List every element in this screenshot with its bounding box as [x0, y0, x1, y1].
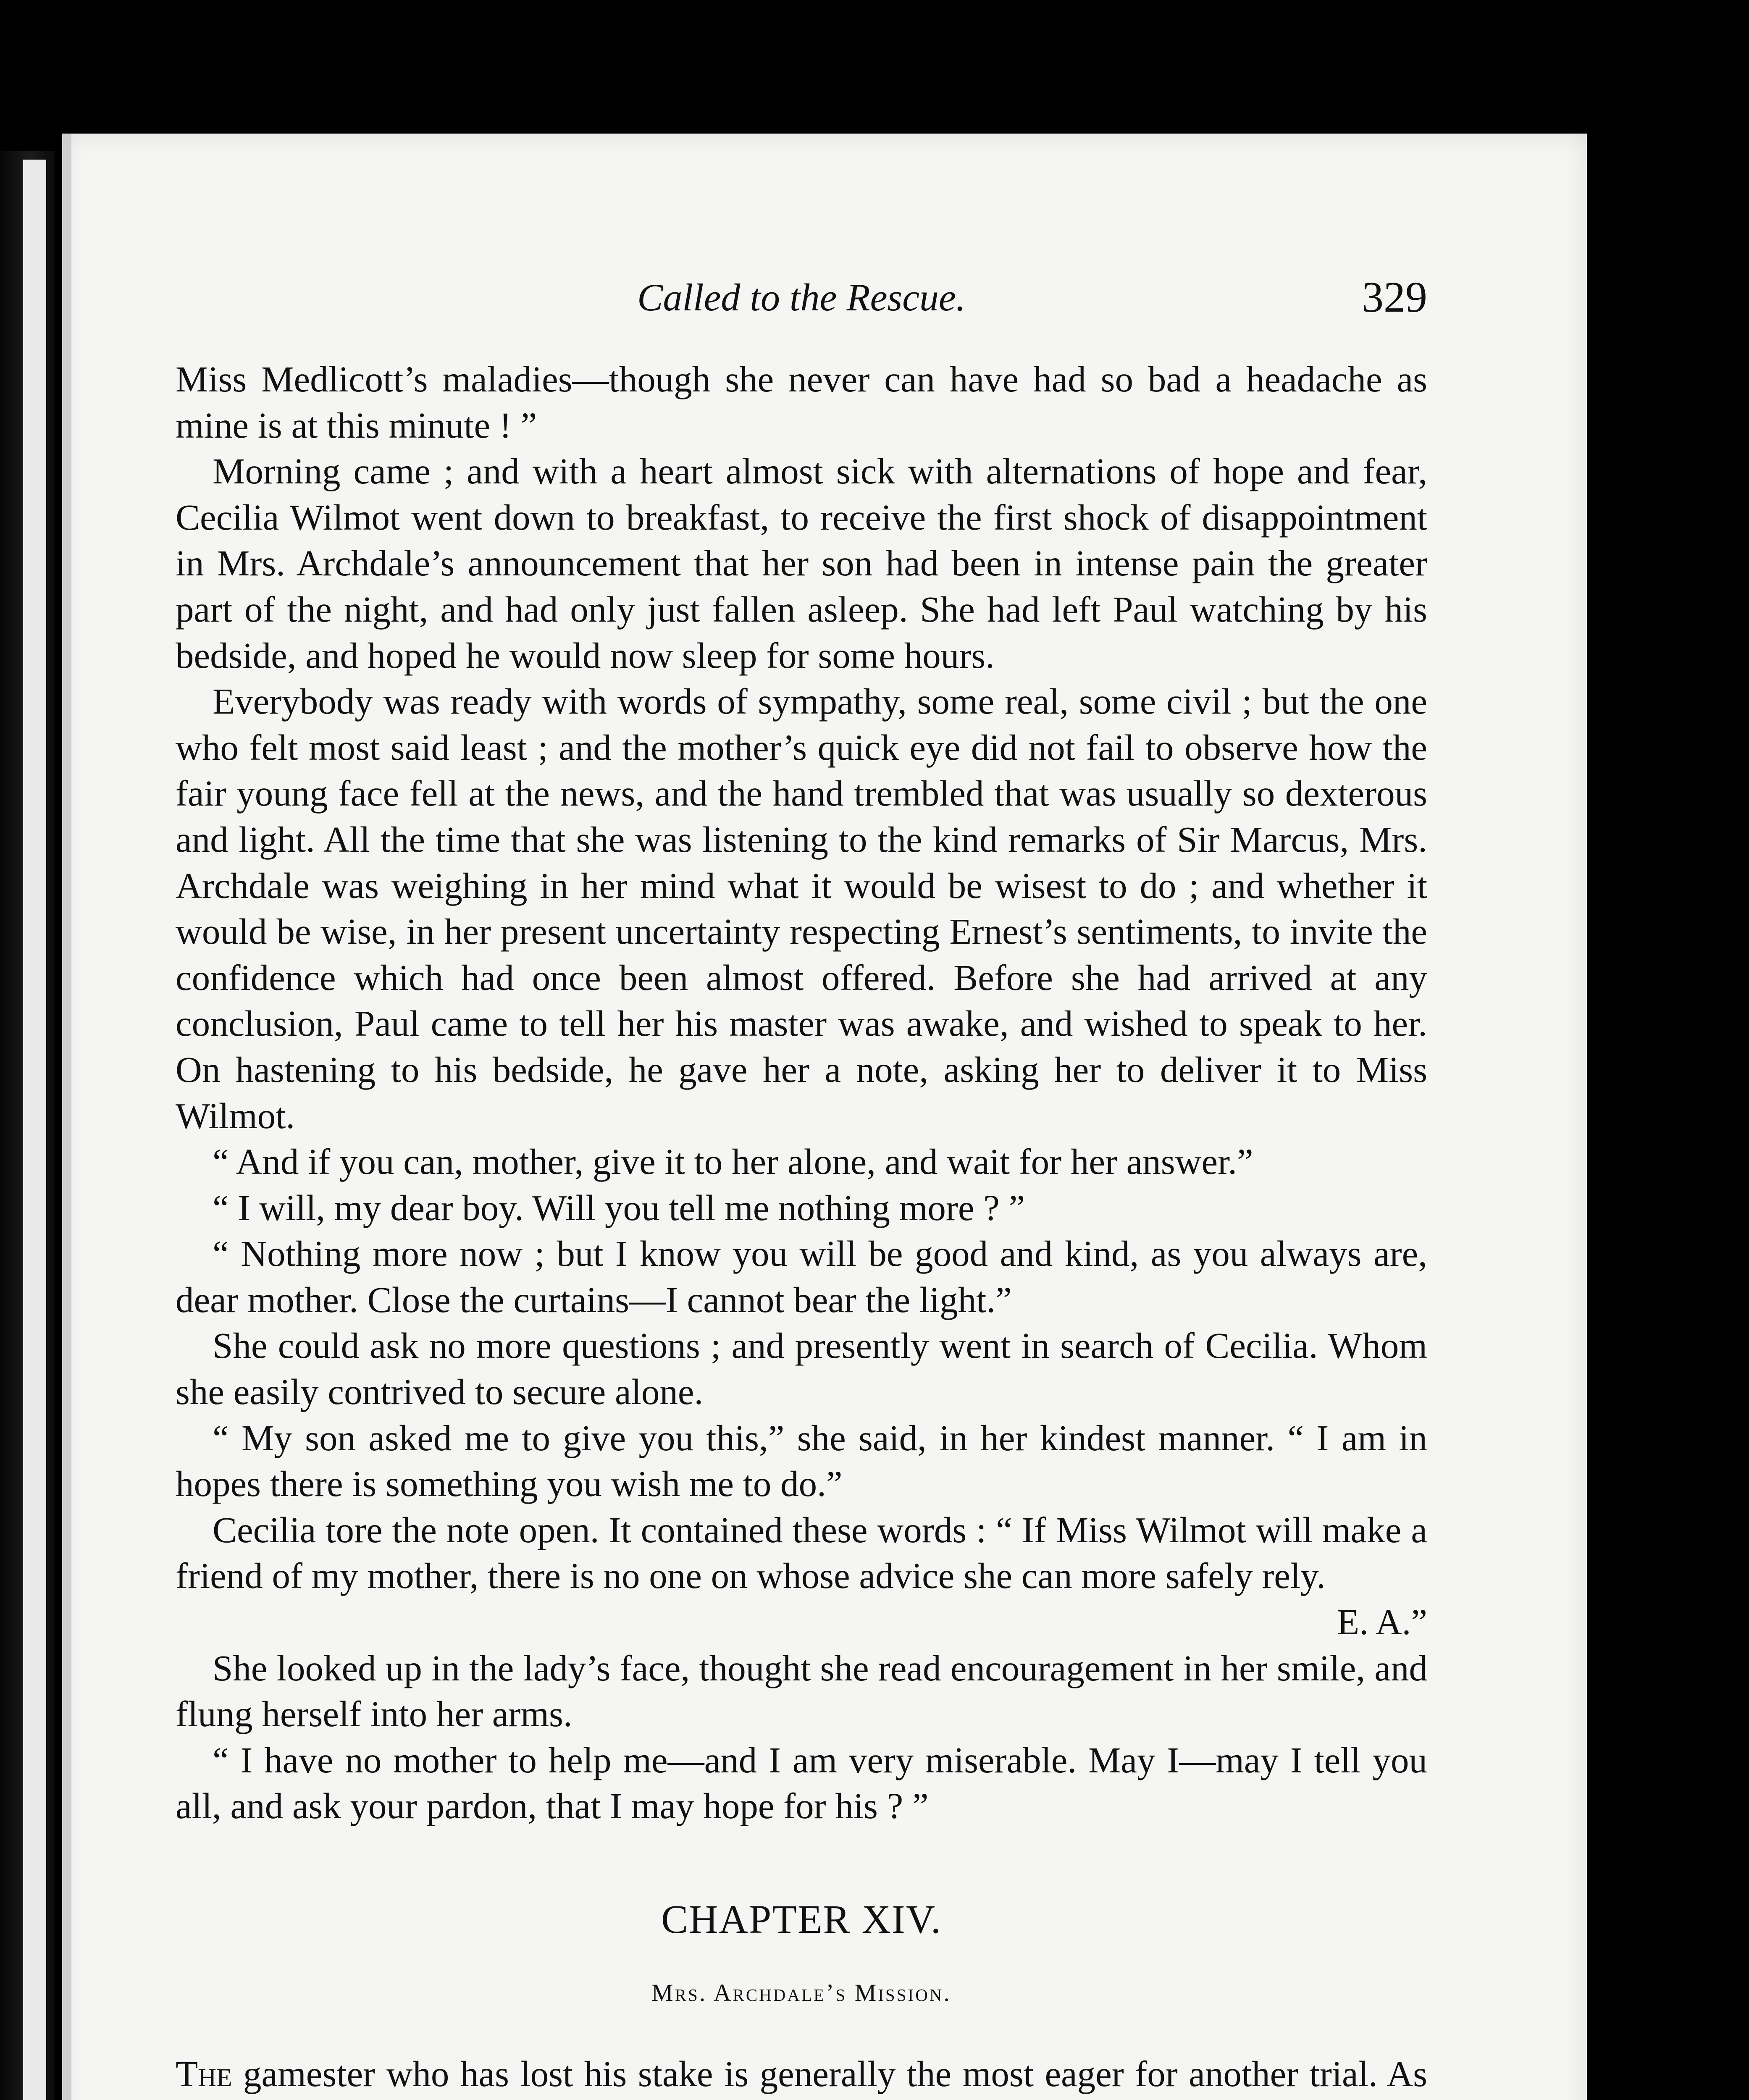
note-text: Cecilia tore the note open. It contained these words : “ If Miss Wilmot will make a friend of my mother, there is no one on whose advice she can more safely rely. [176, 1509, 1427, 1596]
page-number: 329 [1362, 273, 1427, 321]
paragraph: Miss Medlicott’s maladies—though she never can have had so bad a headache as mine is at this minute ! ” [176, 359, 1427, 446]
paragraph: Morning came ; and with a heart almost sick with alternations of hope and fear, Cecilia Wilmot went down to breakfast, to receive the first shock of disappointment in Mrs. Archdale’s announcement that her son had been in intense pain the greater part of the night, and had only just fallen asleep. She had left Paul watching by his bedside, and hoped he would now sleep for some hours. [176, 451, 1427, 676]
chapter-opening-paragraph [176, 2051, 1427, 2100]
book-page [62, 134, 1587, 2100]
chapter-heading: CHAPTER XIV. [661, 1897, 942, 1942]
dialogue-paragraph: “ I have no mother to help me—and I am very miserable. May I—may I tell you all, and ask your pardon, that I may hope for his ? ” [176, 1739, 1427, 1827]
note-signature: E. A.” [1337, 1601, 1427, 1643]
page-gutter-edge [62, 134, 71, 2100]
paragraph: She looked up in the lady’s face, thought she read encouragement in her smile, and flung herself into her arms. [176, 1647, 1427, 1735]
dialogue-paragraph: “ And if you can, mother, give it to her alone, and wait for her answer.” [213, 1141, 1253, 1182]
running-head-title: Called to the Rescue. [637, 276, 966, 319]
facing-page-sliver [23, 160, 46, 2100]
body-text [176, 356, 1427, 2100]
note-paragraph [176, 1507, 1427, 1645]
dialogue-paragraph: “ Nothing more now ; but I know you will be good and kind, as you always are, dear mother. Close the curtains—I cannot bear the light.” [176, 1233, 1427, 1320]
opening-text: gamester who has lost his stake is generally the most eager for another trial. As [243, 2053, 1427, 2094]
dialogue-paragraph: “ My son asked me to give you this,” she said, in her kindest manner. “ I am in hopes there is something you wish me to do.” [176, 1417, 1427, 1504]
running-head [176, 264, 1427, 331]
paragraph: She could ask no more questions ; and presently went in search of Cecilia. Whom she easily contrived to secure alone. [176, 1325, 1427, 1412]
paragraph: Everybody was ready with words of sympathy, some real, some civil ; but the one who felt most said least ; and the mother’s quick eye did not fail to observe how the fair young face fell at the news, and the hand trembled that was usually so dexterous and light. All the time that she was listening to the kind remarks of Sir Marcus, Mrs. Archdale was weighing in her mind what it would be wisest to do ; and whether it would be wise, in her present uncertainty respecting Ernest’s sentiments, to invite the confidence which had once been almost offered. Before she had arrived at any conclusion, Paul came to tell her his master was awake, and wished to speak to her. On hastening to his bedside, he gave her a note, asking her to deliver it to Miss Wilmot. [176, 681, 1427, 1136]
chapter-subtitle: Mrs. Archdale’s Mission. [651, 1979, 951, 2006]
lead-word: The [176, 2053, 232, 2094]
dialogue-paragraph: “ I will, my dear boy. Will you tell me nothing more ? ” [213, 1187, 1025, 1228]
